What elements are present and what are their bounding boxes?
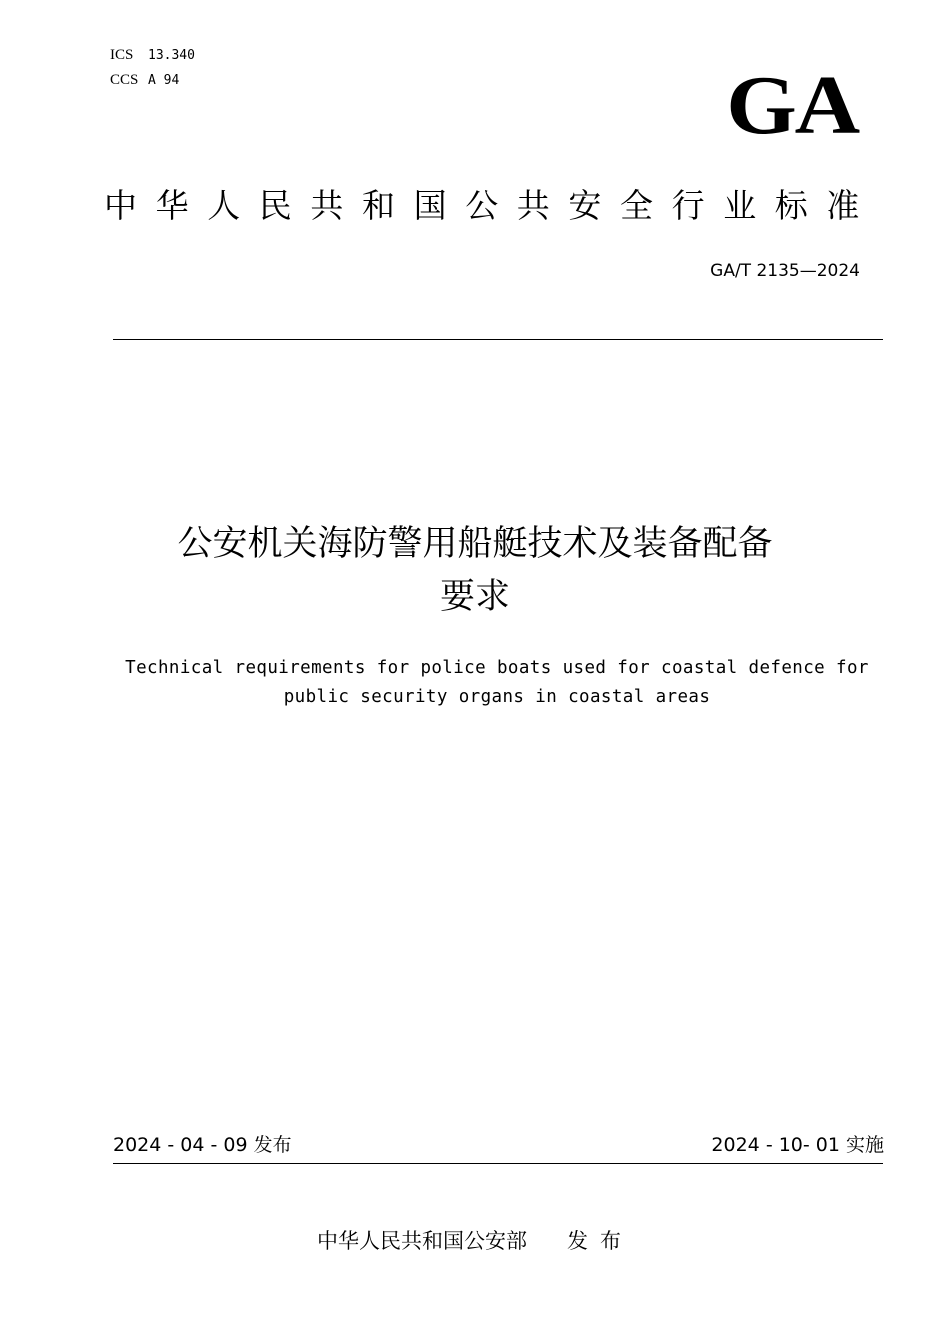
ccs-classification	[110, 71, 179, 90]
publisher-name: 中华人民共和国公安部	[317, 1229, 527, 1253]
bottom-divider	[113, 1163, 883, 1164]
standard-number: GA/T 2135—2024	[710, 261, 860, 281]
ga-logo: GA	[726, 59, 858, 152]
title-en-line-1: Technical requirements for police boats used for coastal defence for	[125, 658, 869, 678]
effective-date: 2024 - 10- 01 实施	[711, 1134, 884, 1156]
document-title-chinese	[0, 518, 950, 624]
publish-action: 发布	[567, 1229, 633, 1253]
document-title-english	[0, 654, 950, 712]
standard-category-heading: 中华人民共和国公共安全行业标准	[104, 186, 878, 225]
ics-value: 13.340	[148, 48, 195, 63]
ccs-value: A 94	[148, 73, 180, 88]
title-en-line-2: public security organs in coastal areas	[283, 687, 711, 707]
title-cn-line-1: 公安机关海防警用船艇技术及装备配备	[177, 524, 773, 564]
ics-classification	[110, 46, 195, 65]
issue-date: 2024 - 04 - 09 发布	[113, 1134, 292, 1156]
publisher-line	[0, 1226, 950, 1256]
title-cn-line-2: 要求	[439, 577, 510, 617]
ics-label: ICS	[110, 47, 134, 63]
top-divider	[113, 339, 883, 340]
ccs-label: CCS	[110, 72, 139, 88]
